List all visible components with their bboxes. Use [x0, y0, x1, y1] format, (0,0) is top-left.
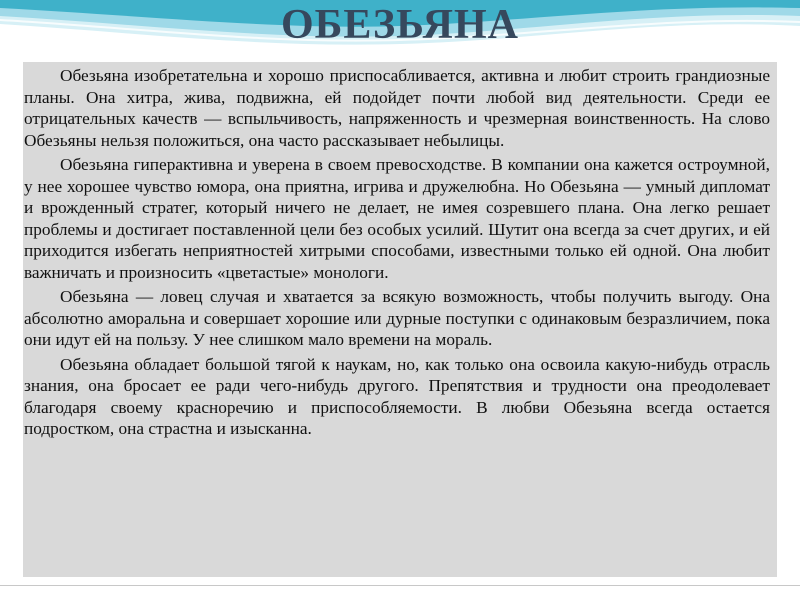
paragraph-3: Обезьяна — ловец случая и хватается за всякую возможность, чтобы получить выгоду. Она абсолютно аморальна и совершает хорошие или дурные поступки с одинаковым безразличием, пока они идут ей на пользу. У нее слишком мало времени на мораль. [24, 287, 770, 349]
paragraph-4: Обезьяна обладает большой тягой к наукам, но, как только она освоила какую-нибудь отрасль знания, она бросает ее ради чего-нибудь другого. Препятствия и трудности она преодолевает благодаря своему красноречию и приспособляемости. В любви Обезьяна всегда остается подростком, она страстна и изысканна. [24, 354, 770, 438]
body-text [24, 65, 770, 443]
bottom-divider [0, 585, 800, 586]
paragraph-1: Обезьяна изобретательна и хорошо приспосабливается, активна и любит строить грандиозные планы. Она хитра, жива, подвижна, ей подойдет почти любой вид деятельности. Среди ее отрицательных качеств — вспыльчивость, напряженность и чрезмерная воинственность. На слово Обезьяны нельзя положиться, она часто рассказывает небылицы. [24, 66, 770, 150]
slide-title: ОБЕЗЬЯНА [281, 2, 519, 48]
paragraph-2: Обезьяна гиперактивна и уверена в своем превосходстве. В компании она кажется остроумной, у нее хорошее чувство юмора, она приятна, игрива и дружелюбна. Но Обезьяна — умный дипломат и врожденный стратег, который ничего не делает, не имея созревшего плана. Она легко решает проблемы и достигает поставленной цели без особых усилий. Шутит она всегда за счет других, и ей приходится избегать неприятностей хитрыми способами, известными только ей одной. Она любит важничать и произносить «цветастые» монологи. [24, 155, 770, 282]
